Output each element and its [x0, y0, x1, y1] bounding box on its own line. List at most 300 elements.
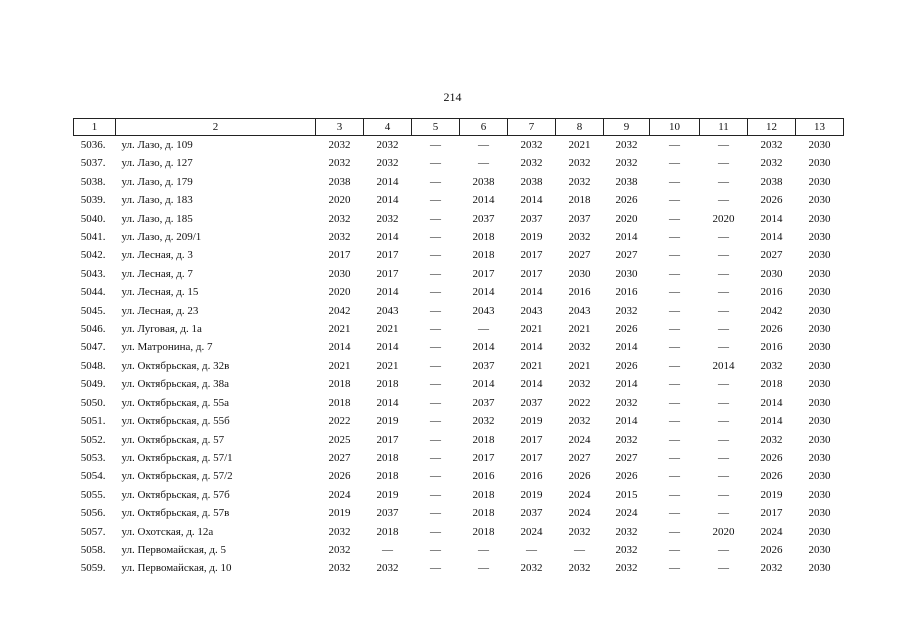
- year-cell: 2042: [760, 304, 783, 317]
- year-cell: 2018: [472, 488, 495, 501]
- year-cell: 2030: [808, 543, 831, 556]
- year-cell: 2014: [760, 396, 783, 409]
- year-cell: 2021: [568, 323, 591, 336]
- year-cell: 2032: [376, 139, 399, 151]
- year-cell: 2032: [760, 359, 783, 372]
- year-cell: —: [669, 139, 680, 151]
- row-number: 5055.: [80, 488, 106, 501]
- year-cell: —: [430, 451, 441, 464]
- year-cell: —: [430, 507, 441, 520]
- year-cell: 2032: [615, 157, 638, 170]
- year-cell: 2030: [568, 267, 591, 280]
- year-cell: 2017: [472, 267, 495, 280]
- table-row: [74, 136, 844, 155]
- year-cell: —: [669, 341, 680, 354]
- row-number: 5044.: [80, 286, 106, 299]
- year-cell: —: [430, 175, 441, 188]
- year-cell: —: [669, 286, 680, 299]
- year-cell: 2032: [568, 341, 591, 354]
- year-cell: 2018: [472, 231, 495, 244]
- year-cell: 2021: [520, 359, 543, 372]
- year-cell: —: [669, 175, 680, 188]
- year-cell: 2015: [615, 488, 638, 501]
- year-cell: —: [669, 562, 680, 575]
- table-row: [74, 467, 844, 485]
- year-cell: 2018: [472, 249, 495, 262]
- year-cell: 2032: [568, 157, 591, 170]
- year-cell: —: [669, 323, 680, 336]
- year-cell: —: [718, 194, 729, 207]
- year-cell: 2032: [615, 396, 638, 409]
- year-cell: 2018: [328, 378, 351, 391]
- column-header-11: 11: [700, 119, 748, 136]
- row-number: 5057.: [80, 525, 106, 538]
- year-cell: 2032: [376, 157, 399, 170]
- column-header-8: 8: [556, 119, 604, 136]
- year-cell: 2038: [472, 175, 495, 188]
- year-cell: —: [526, 543, 537, 556]
- year-cell: 2030: [808, 451, 831, 464]
- table-row: [74, 412, 844, 430]
- address-cell: ул. Лесная, д. 23: [121, 304, 199, 317]
- row-number: 5038.: [80, 175, 106, 188]
- address-cell: ул. Матронина, д. 7: [121, 341, 213, 354]
- column-header-1: 1: [74, 119, 116, 136]
- year-cell: 2018: [376, 378, 399, 391]
- address-cell: ул. Лазо, д. 209/1: [121, 231, 202, 244]
- address-cell: ул. Лазо, д. 179: [121, 175, 193, 188]
- year-cell: 2032: [520, 139, 543, 151]
- year-cell: —: [430, 194, 441, 207]
- year-cell: —: [669, 396, 680, 409]
- year-cell: 2037: [376, 507, 399, 520]
- year-cell: 2025: [328, 433, 351, 446]
- year-cell: —: [669, 194, 680, 207]
- year-cell: 2021: [568, 139, 591, 151]
- column-header-9: 9: [604, 119, 650, 136]
- year-cell: 2019: [520, 415, 543, 428]
- table-row: [74, 357, 844, 375]
- table-row: [74, 541, 844, 559]
- year-cell: 2017: [328, 249, 351, 262]
- year-cell: —: [718, 433, 729, 446]
- address-cell: ул. Октябрьская, д. 38а: [121, 378, 229, 391]
- year-cell: 2030: [808, 231, 831, 244]
- year-cell: —: [669, 488, 680, 501]
- table-row: [74, 173, 844, 191]
- year-cell: 2020: [615, 212, 638, 225]
- year-cell: 2030: [808, 267, 831, 280]
- year-cell: —: [669, 470, 680, 483]
- year-cell: 2030: [808, 139, 831, 151]
- row-number: 5049.: [80, 378, 106, 391]
- column-header-13: 13: [796, 119, 844, 136]
- year-cell: —: [430, 488, 441, 501]
- row-number: 5053.: [80, 451, 106, 464]
- year-cell: 2014: [472, 378, 495, 391]
- row-number: 5059.: [80, 562, 106, 575]
- address-cell: ул. Октябрьская, д. 57: [121, 433, 225, 446]
- year-cell: 2030: [808, 304, 831, 317]
- year-cell: —: [669, 304, 680, 317]
- year-cell: 2030: [808, 249, 831, 262]
- row-number: 5046.: [80, 323, 106, 336]
- table-row: [74, 283, 844, 301]
- year-cell: 2032: [615, 304, 638, 317]
- year-cell: 2026: [615, 359, 638, 372]
- year-cell: —: [669, 433, 680, 446]
- table-body: [74, 136, 844, 578]
- year-cell: —: [430, 359, 441, 372]
- year-cell: —: [669, 212, 680, 225]
- year-cell: 2020: [328, 286, 351, 299]
- table-row: [74, 154, 844, 172]
- year-cell: 2030: [808, 525, 831, 538]
- year-cell: 2017: [520, 249, 543, 262]
- year-cell: 2016: [472, 470, 495, 483]
- year-cell: —: [430, 415, 441, 428]
- address-cell: ул. Лесная, д. 15: [121, 286, 199, 299]
- year-cell: 2014: [615, 415, 638, 428]
- year-cell: —: [430, 231, 441, 244]
- column-header-3: 3: [316, 119, 364, 136]
- table-row: [74, 504, 844, 522]
- year-cell: 2026: [615, 470, 638, 483]
- row-number: 5045.: [80, 304, 106, 317]
- year-cell: —: [669, 451, 680, 464]
- year-cell: 2014: [376, 341, 399, 354]
- year-cell: 2030: [808, 470, 831, 483]
- row-number: 5040.: [80, 212, 106, 225]
- table-row: [74, 265, 844, 283]
- year-cell: —: [382, 543, 393, 556]
- year-cell: 2032: [760, 562, 783, 575]
- year-cell: —: [478, 562, 489, 575]
- year-cell: 2026: [615, 194, 638, 207]
- year-cell: 2017: [472, 451, 495, 464]
- year-cell: 2032: [328, 562, 351, 575]
- address-cell: ул. Лазо, д. 185: [121, 212, 193, 225]
- table-row: [74, 559, 844, 577]
- year-cell: 2017: [520, 433, 543, 446]
- year-cell: 2032: [760, 157, 783, 170]
- year-cell: 2030: [808, 507, 831, 520]
- year-cell: —: [430, 323, 441, 336]
- year-cell: —: [718, 231, 729, 244]
- year-cell: 2038: [760, 175, 783, 188]
- address-cell: ул. Октябрьская, д. 57в: [121, 507, 230, 520]
- year-cell: 2026: [328, 470, 351, 483]
- year-cell: 2037: [472, 396, 495, 409]
- year-cell: 2030: [808, 359, 831, 372]
- year-cell: 2014: [328, 341, 351, 354]
- year-cell: 2024: [568, 433, 591, 446]
- year-cell: 2027: [760, 249, 783, 262]
- year-cell: 2032: [376, 212, 399, 225]
- year-cell: 2032: [615, 543, 638, 556]
- year-cell: 2024: [615, 507, 638, 520]
- column-header-7: 7: [508, 119, 556, 136]
- year-cell: 2037: [520, 507, 543, 520]
- year-cell: —: [669, 543, 680, 556]
- year-cell: —: [430, 249, 441, 262]
- year-cell: —: [669, 415, 680, 428]
- year-cell: —: [718, 470, 729, 483]
- year-cell: 2018: [568, 194, 591, 207]
- year-cell: 2032: [520, 157, 543, 170]
- year-cell: 2032: [328, 543, 351, 556]
- year-cell: —: [718, 415, 729, 428]
- year-cell: 2024: [568, 488, 591, 501]
- year-cell: 2027: [328, 451, 351, 464]
- row-number: 5041.: [80, 231, 106, 244]
- year-cell: —: [478, 543, 489, 556]
- year-cell: —: [430, 304, 441, 317]
- year-cell: 2030: [808, 323, 831, 336]
- year-cell: 2018: [376, 470, 399, 483]
- year-cell: 2027: [568, 451, 591, 464]
- year-cell: 2032: [568, 415, 591, 428]
- year-cell: 2020: [712, 525, 735, 538]
- year-cell: 2037: [520, 396, 543, 409]
- row-number: 5056.: [80, 507, 106, 520]
- table-row: [74, 375, 844, 393]
- header-row: [74, 119, 844, 136]
- year-cell: 2016: [520, 470, 543, 483]
- year-cell: —: [430, 378, 441, 391]
- column-header-10: 10: [650, 119, 700, 136]
- table-row: [74, 228, 844, 246]
- address-cell: ул. Первомайская, д. 10: [121, 562, 232, 575]
- year-cell: 2043: [472, 304, 495, 317]
- year-cell: —: [718, 249, 729, 262]
- year-cell: 2032: [615, 562, 638, 575]
- year-cell: 2019: [520, 488, 543, 501]
- year-cell: —: [430, 543, 441, 556]
- address-cell: ул. Лазо, д. 109: [121, 139, 193, 151]
- year-cell: —: [430, 212, 441, 225]
- year-cell: 2017: [376, 267, 399, 280]
- year-cell: 2014: [472, 194, 495, 207]
- year-cell: 2018: [376, 451, 399, 464]
- year-cell: —: [718, 286, 729, 299]
- year-cell: —: [718, 396, 729, 409]
- year-cell: —: [430, 139, 441, 151]
- year-cell: 2014: [376, 286, 399, 299]
- column-header-12: 12: [748, 119, 796, 136]
- year-cell: 2030: [808, 378, 831, 391]
- year-cell: 2030: [808, 488, 831, 501]
- year-cell: 2014: [760, 415, 783, 428]
- year-cell: 2018: [376, 525, 399, 538]
- register-table: [73, 118, 844, 578]
- year-cell: 2014: [376, 175, 399, 188]
- year-cell: —: [478, 323, 489, 336]
- year-cell: 2017: [520, 451, 543, 464]
- year-cell: 2037: [472, 212, 495, 225]
- year-cell: 2043: [568, 304, 591, 317]
- year-cell: 2043: [520, 304, 543, 317]
- year-cell: 2014: [472, 341, 495, 354]
- year-cell: 2018: [472, 525, 495, 538]
- year-cell: 2032: [568, 231, 591, 244]
- row-number: 5048.: [80, 359, 106, 372]
- year-cell: 2032: [615, 433, 638, 446]
- year-cell: 2030: [808, 157, 831, 170]
- year-cell: 2032: [520, 562, 543, 575]
- year-cell: 2017: [760, 507, 783, 520]
- year-cell: 2017: [376, 433, 399, 446]
- year-cell: 2032: [615, 139, 638, 151]
- year-cell: 2026: [760, 451, 783, 464]
- row-number: 5051.: [80, 415, 106, 428]
- year-cell: —: [718, 323, 729, 336]
- year-cell: —: [430, 525, 441, 538]
- column-header-2: 2: [116, 119, 316, 136]
- row-number: 5052.: [80, 433, 106, 446]
- year-cell: —: [430, 470, 441, 483]
- year-cell: 2018: [472, 507, 495, 520]
- year-cell: 2032: [568, 175, 591, 188]
- year-cell: 2030: [808, 212, 831, 225]
- year-cell: —: [669, 267, 680, 280]
- table-row: [74, 486, 844, 504]
- year-cell: 2014: [376, 194, 399, 207]
- year-cell: 2021: [568, 359, 591, 372]
- year-cell: 2032: [568, 378, 591, 391]
- year-cell: 2016: [760, 341, 783, 354]
- year-cell: 2014: [520, 194, 543, 207]
- year-cell: 2037: [472, 359, 495, 372]
- year-cell: 2016: [760, 286, 783, 299]
- address-cell: ул. Луговая, д. 1а: [121, 323, 202, 336]
- year-cell: 2032: [328, 212, 351, 225]
- year-cell: 2032: [568, 562, 591, 575]
- year-cell: 2038: [520, 175, 543, 188]
- year-cell: 2032: [760, 139, 783, 151]
- year-cell: —: [430, 562, 441, 575]
- year-cell: 2030: [808, 286, 831, 299]
- year-cell: —: [430, 396, 441, 409]
- table-row: [74, 302, 844, 320]
- year-cell: —: [669, 231, 680, 244]
- year-cell: 2026: [615, 323, 638, 336]
- year-cell: 2032: [615, 525, 638, 538]
- year-cell: 2021: [328, 323, 351, 336]
- table-row: [74, 210, 844, 228]
- year-cell: 2030: [808, 194, 831, 207]
- year-cell: —: [669, 359, 680, 372]
- year-cell: 2024: [520, 525, 543, 538]
- row-number: 5036.: [80, 139, 106, 151]
- year-cell: —: [718, 175, 729, 188]
- year-cell: —: [718, 304, 729, 317]
- year-cell: —: [718, 507, 729, 520]
- year-cell: 2026: [760, 470, 783, 483]
- year-cell: —: [669, 378, 680, 391]
- year-cell: 2043: [376, 304, 399, 317]
- year-cell: 2032: [328, 231, 351, 244]
- column-header-5: 5: [412, 119, 460, 136]
- year-cell: 2014: [712, 359, 735, 372]
- year-cell: 2032: [568, 525, 591, 538]
- year-cell: —: [430, 341, 441, 354]
- year-cell: 2030: [808, 175, 831, 188]
- year-cell: 2017: [376, 249, 399, 262]
- address-cell: ул. Лесная, д. 3: [121, 249, 193, 262]
- year-cell: 2030: [808, 433, 831, 446]
- year-cell: 2016: [615, 286, 638, 299]
- year-cell: 2042: [328, 304, 351, 317]
- year-cell: —: [430, 157, 441, 170]
- year-cell: 2019: [376, 415, 399, 428]
- year-cell: —: [718, 139, 729, 151]
- year-cell: 2038: [328, 175, 351, 188]
- table-row: [74, 338, 844, 356]
- page-number: 214: [443, 90, 462, 104]
- column-header-4: 4: [364, 119, 412, 136]
- year-cell: —: [718, 488, 729, 501]
- address-cell: ул. Октябрьская, д. 57/1: [121, 451, 233, 464]
- year-cell: —: [718, 378, 729, 391]
- row-number: 5058.: [80, 543, 106, 556]
- year-cell: 2030: [615, 267, 638, 280]
- year-cell: 2030: [808, 415, 831, 428]
- year-cell: —: [718, 341, 729, 354]
- table-row: [74, 449, 844, 467]
- year-cell: —: [669, 507, 680, 520]
- year-cell: 2032: [472, 415, 495, 428]
- row-number: 5043.: [80, 267, 106, 280]
- year-cell: —: [478, 139, 489, 151]
- year-cell: 2021: [520, 323, 543, 336]
- address-cell: ул. Октябрьская, д. 55а: [121, 396, 229, 409]
- row-number: 5054.: [80, 470, 106, 483]
- address-cell: ул. Первомайская, д. 5: [121, 543, 226, 556]
- year-cell: 2030: [328, 267, 351, 280]
- year-cell: 2024: [760, 525, 783, 538]
- table-row: [74, 394, 844, 412]
- year-cell: —: [718, 267, 729, 280]
- year-cell: —: [430, 433, 441, 446]
- row-number: 5039.: [80, 194, 106, 207]
- year-cell: 2027: [568, 249, 591, 262]
- address-cell: ул. Октябрьская, д. 57/2: [121, 470, 233, 483]
- year-cell: 2020: [328, 194, 351, 207]
- year-cell: —: [669, 249, 680, 262]
- year-cell: —: [718, 562, 729, 575]
- year-cell: 2016: [568, 286, 591, 299]
- year-cell: —: [430, 286, 441, 299]
- year-cell: 2018: [328, 396, 351, 409]
- year-cell: 2032: [328, 525, 351, 538]
- table-row: [74, 320, 844, 338]
- year-cell: 2030: [760, 267, 783, 280]
- year-cell: 2037: [520, 212, 543, 225]
- year-cell: 2024: [568, 507, 591, 520]
- table-row: [74, 523, 844, 541]
- year-cell: 2021: [328, 359, 351, 372]
- year-cell: 2024: [328, 488, 351, 501]
- year-cell: —: [718, 543, 729, 556]
- address-cell: ул. Лесная, д. 7: [121, 267, 193, 280]
- year-cell: —: [574, 543, 585, 556]
- address-cell: ул. Октябрьская, д. 55б: [121, 415, 230, 428]
- year-cell: 2027: [615, 451, 638, 464]
- year-cell: —: [718, 451, 729, 464]
- year-cell: 2038: [615, 175, 638, 188]
- row-number: 5050.: [80, 396, 106, 409]
